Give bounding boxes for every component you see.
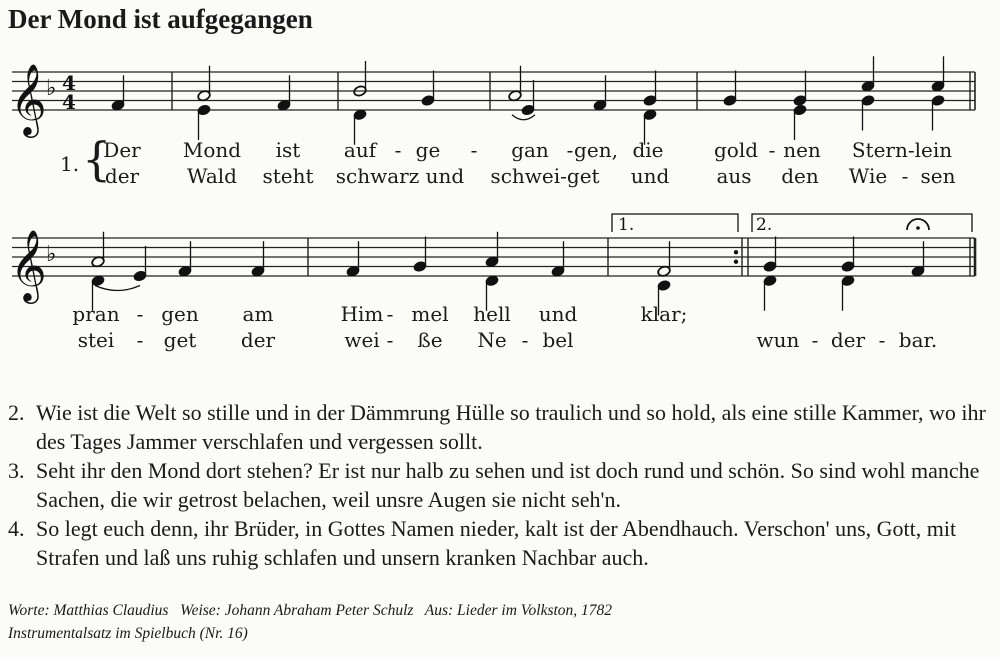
lyric-syllable: gen (161, 302, 199, 326)
lyric-syllable: der (830, 328, 866, 352)
lyric-syllable: - (878, 328, 886, 352)
volta-label: 1. (618, 215, 635, 235)
lyric-syllable: klar; (640, 302, 688, 326)
lyric-syllable: bar. (898, 328, 938, 352)
lyric-syllable: pran (72, 302, 120, 326)
song-title: Der Mond ist aufgegangen (8, 4, 313, 34)
lyric-syllable: ist (275, 138, 301, 162)
lyric-syllable: nen (783, 138, 821, 162)
lyric-syllable: Wie (848, 164, 888, 188)
lyric-syllable: Him (340, 302, 384, 326)
lyric-syllable: - (136, 328, 144, 352)
verse-number: 2. (8, 400, 25, 425)
lyric-syllable: der (104, 164, 140, 188)
lyric-syllable: die (632, 138, 664, 162)
lyric-syllable: steht (262, 164, 314, 188)
lyric-syllable: ge (415, 138, 441, 162)
lyric-syllable: gen, (574, 138, 618, 162)
lyric-syllable: auf (343, 138, 377, 162)
lyric-syllable: - (901, 164, 909, 188)
slur (512, 115, 535, 120)
lyric-syllable: aus (716, 164, 752, 188)
credits-line-2: Instrumentalsatz im Spielbuch (Nr. 16) (8, 625, 248, 642)
lyric-syllable: get (163, 328, 197, 352)
lyric-syllable: - (386, 302, 394, 326)
verse-number: 4. (8, 516, 25, 541)
lyric-syllable: - (566, 138, 574, 162)
credits-line-1: Worte: Matthias Claudius Weise: Johann Abraham Peter Schulz Aus: Lieder im Volkston, 1782 (8, 602, 613, 619)
verse-text: So legt euch denn, ihr Brüder, in Gottes Namen nieder, kalt ist der Abendhauch. Verschon' uns, Gott, mit Strafen und laß uns ruhig schlafen und unsern kranken Nachbar auch. (36, 516, 957, 570)
lyric-syllable: Stern-lein (851, 138, 953, 162)
lyric-syllable: mel (411, 302, 449, 326)
lyric-syllable: stei (77, 328, 115, 352)
lyric-syllable: - (136, 302, 144, 326)
lyric-syllable: Mond (182, 138, 242, 162)
lyric-syllable: Wald (187, 164, 237, 188)
staff-system-2 (10, 214, 975, 316)
lyric-syllable: - (386, 328, 394, 352)
staff-system-1 (10, 56, 975, 145)
verse-text: Wie ist die Welt so stille und in der Dämmrung Hülle so traulich und so hold, als eine stille Kammer, wo ihr des Tages Jammer verschlafen und vergessen sollt. (36, 400, 986, 454)
lyric-syllable: schwarz und (335, 164, 465, 188)
slur (95, 286, 140, 291)
lyric-syllable: - (811, 328, 819, 352)
lyric-syllable: schwei-get (490, 164, 600, 188)
lyric-syllable: bel (542, 328, 574, 352)
lyric-syllable: - (768, 138, 776, 162)
lyric-syllable: - (394, 138, 402, 162)
volta-bracket-2 (752, 214, 972, 232)
lyric-syllable: sen (920, 164, 956, 188)
lyric-syllable: den (781, 164, 819, 188)
lyric-syllable: ße (417, 328, 443, 352)
time-signature: 4 (62, 71, 76, 95)
verse-brace: { (82, 132, 112, 186)
flat-sign: ♭ (46, 76, 57, 101)
lyric-syllable: - (470, 138, 478, 162)
repeat-dot (734, 260, 738, 264)
verse-2 (8, 398, 993, 456)
repeat-dot (734, 250, 738, 254)
verse-number-1: 1. (60, 152, 80, 176)
lyric-syllable: hell (473, 302, 511, 326)
lyric-syllable: wun (756, 328, 800, 352)
fermata-dot (916, 226, 920, 230)
flat-sign: ♭ (46, 242, 57, 267)
lyric-syllable: und (538, 302, 578, 326)
lyric-syllable: Der (103, 138, 141, 162)
treble-clef: 𝄞 (10, 228, 47, 301)
lyric-syllable: gold (713, 138, 759, 162)
lyric-syllable: und (630, 164, 670, 188)
lyric-syllable: - (521, 328, 529, 352)
lyric-syllable: wei (344, 328, 380, 352)
verse-3 (8, 456, 993, 514)
verse-number: 3. (8, 458, 25, 483)
lyric-syllable: gan (511, 138, 549, 162)
treble-clef: 𝄞 (10, 62, 47, 135)
verse-text: Seht ihr den Mond dort stehen? Er ist nur halb zu sehen und ist doch rund und schön. So sind wohl manche Sachen, die wir getrost belachen, weil unsre Augen sie nicht seh'n. (36, 458, 980, 512)
volta-label: 2. (756, 215, 773, 235)
verse-4 (8, 514, 993, 572)
time-signature: 4 (62, 90, 76, 114)
lyric-syllable: der (240, 328, 276, 352)
lyric-syllable: am (242, 302, 274, 326)
lyric-syllable: Ne (477, 328, 507, 352)
